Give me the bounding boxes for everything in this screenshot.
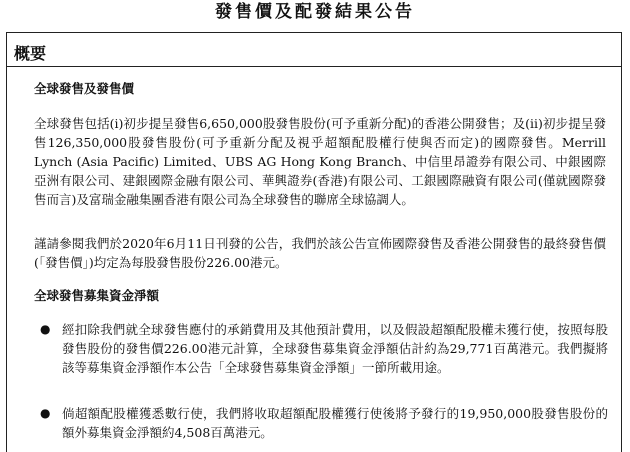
bullet-icon: ● <box>40 322 51 336</box>
section-divider <box>7 66 621 67</box>
subsection-heading-global-offering: 全球發售及發售價 <box>34 81 135 96</box>
paragraph-offer-price: 謹請參閱我們於2020年6月11日刊發的公告，我們於該公告宣佈國際發售及香港公開發售的最終發售價(「發售價」)均定為每股發售股份226.00港元。 <box>34 236 606 270</box>
subsection-heading-net-proceeds: 全球發售募集資金淨額 <box>34 288 160 303</box>
document-title: 發售價及配發結果公告 <box>215 2 415 22</box>
bullet-net-proceeds: 經扣除我們就全球發售應付的承銷費用及其他預計費用，以及假設超額配股權未獲行使，按照每股發售股份的發售價226.00港元計算，全球發售募集資金淨額估計約為29,771百萬港元。我們擬將該等募集資金淨額作本公告「全球發售募集資金淨額」一節所載用途。 <box>62 322 608 375</box>
paragraph-global-offering: 全球發售包括(i)初步提呈發售6,650,000股發售股份(可予重新分配)的香港公開發售；及(ii)初步提呈發售126,350,000股發售股份(可予重新分配及視乎超額配股權行使與否而定)的國際發售。Merrill Lynch (Asia Pacific) Limited、UBS AG Hong Kong Branch、中信里昂證券有限公司、中銀國際亞洲有限公司、建銀國際金融有限公司、華興證券(香港)有限公司、工銀國際融資有限公司(僅就國際發售而言)及富瑞金融集團香港有限公司為全球發售的聯席全球協調人。 <box>34 116 606 207</box>
bullet-over-allotment: 倘超額配股權獲悉數行使，我們將收取超額配股權獲行使後將予發行的19,950,000股發售股份的額外募集資金淨額約4,508百萬港元。 <box>62 406 608 440</box>
bullet-icon: ● <box>40 406 51 420</box>
section-heading: 概要 <box>14 44 47 63</box>
